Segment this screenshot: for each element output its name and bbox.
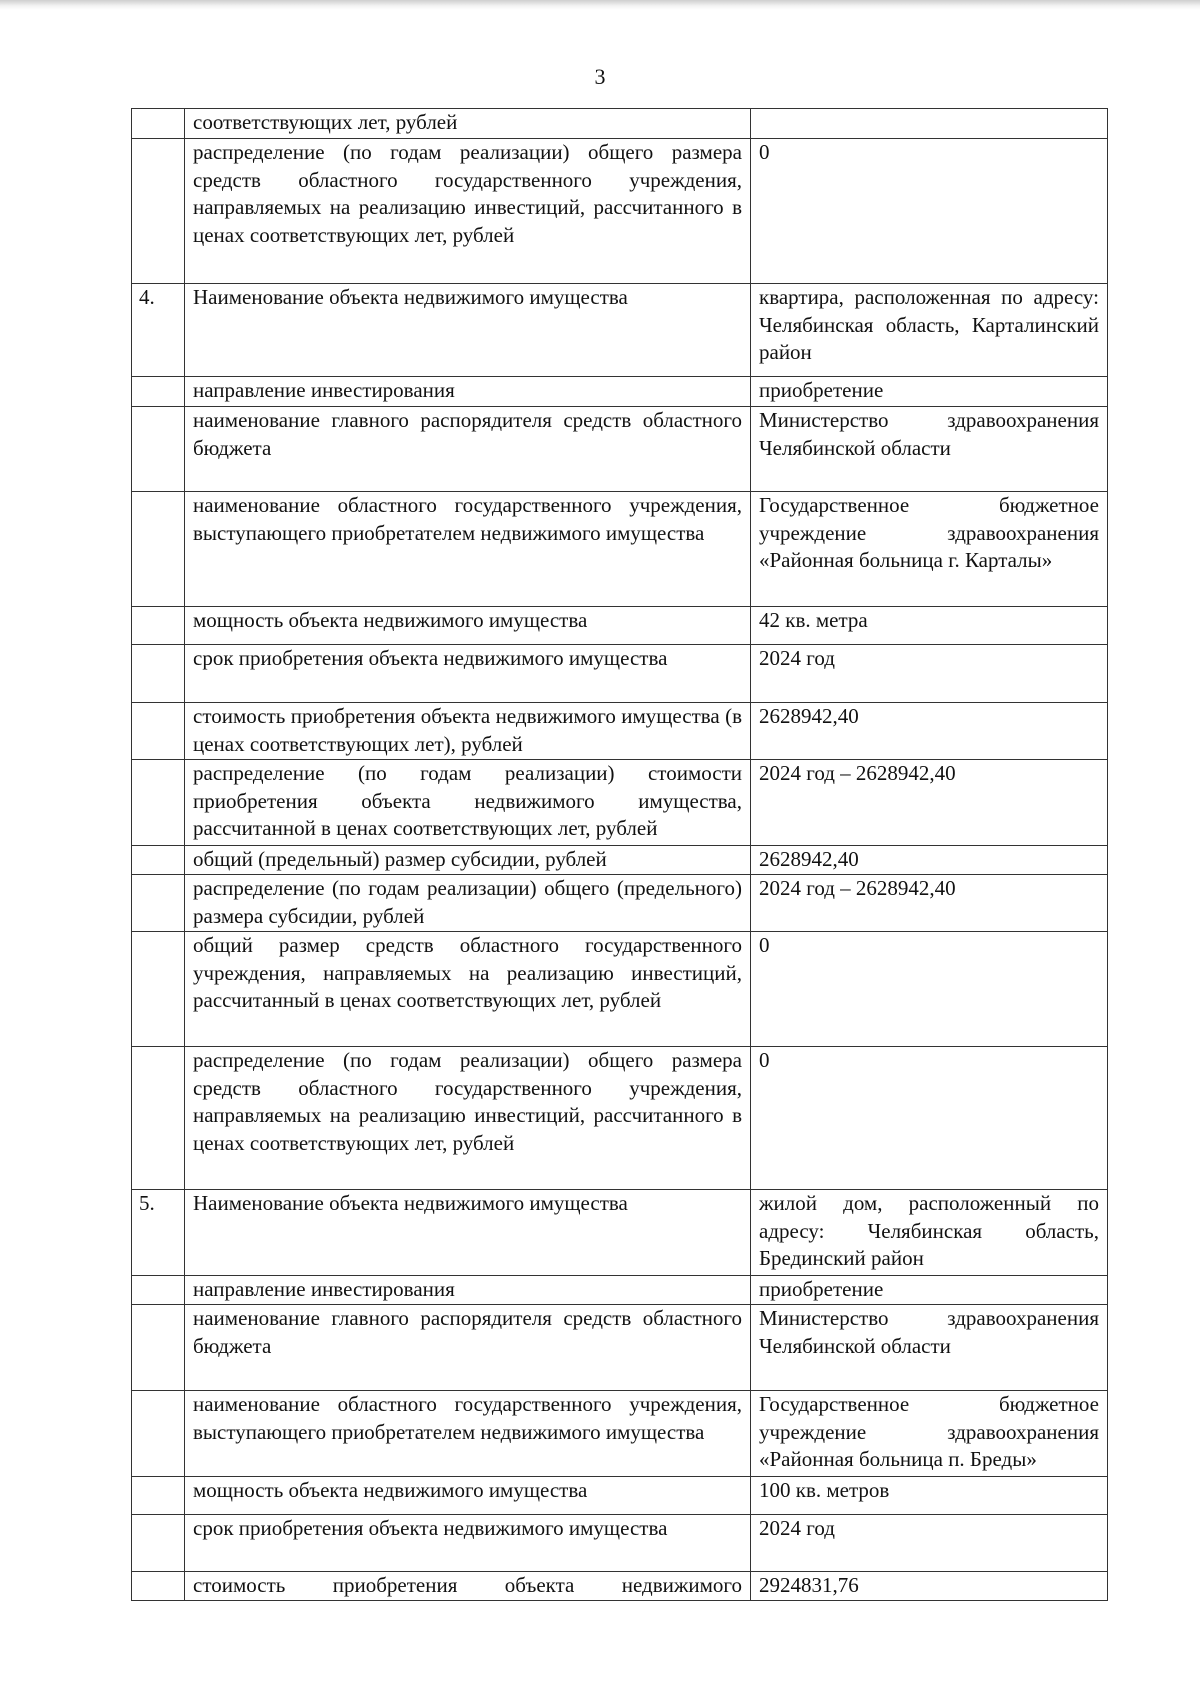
row-number <box>132 1305 185 1391</box>
row-number <box>132 492 185 607</box>
value-cell: квартира, расположенная по адресу: Челябинская область, Карталинский район <box>751 284 1108 377</box>
row-number <box>132 846 185 875</box>
row-number <box>132 932 185 1047</box>
table-row <box>132 1515 1108 1572</box>
value-cell: приобретение <box>751 377 1108 407</box>
row-number <box>132 875 185 932</box>
scan-edge <box>0 0 1200 10</box>
table-row <box>132 932 1108 1047</box>
table-row <box>132 875 1108 932</box>
value-cell: Государственное бюджетное учреждение здравоохранения «Районная больница г. Карталы» <box>751 492 1108 607</box>
row-number <box>132 139 185 284</box>
value-cell: Государственное бюджетное учреждение здравоохранения «Районная больница п. Бреды» <box>751 1391 1108 1477</box>
parameter-cell: общий размер средств областного государственного учреждения, направляемых на реализацию инвестиций, рассчитанный в ценах соответствующих лет, рублей <box>185 932 751 1047</box>
value-cell: приобретение <box>751 1276 1108 1305</box>
table-row <box>132 377 1108 407</box>
value-cell: 2628942,40 <box>751 846 1108 875</box>
row-number: 5. <box>132 1190 185 1276</box>
page-number: 3 <box>594 64 606 89</box>
table-row <box>132 1190 1108 1276</box>
value-cell: 2024 год <box>751 1515 1108 1572</box>
table-row <box>132 760 1108 846</box>
value-cell: 0 <box>751 1047 1108 1190</box>
parameter-cell: срок приобретения объекта недвижимого имущества <box>185 1515 751 1572</box>
value-cell: Министерство здравоохранения Челябинской области <box>751 1305 1108 1391</box>
value-cell: 2024 год – 2628942,40 <box>751 875 1108 932</box>
parameter-cell: наименование главного распорядителя средств областного бюджета <box>185 407 751 492</box>
table-row <box>132 284 1108 377</box>
row-number <box>132 645 185 703</box>
row-number <box>132 1515 185 1572</box>
table-row <box>132 1477 1108 1515</box>
table-row <box>132 1276 1108 1305</box>
row-number: 4. <box>132 284 185 377</box>
table-row <box>132 1305 1108 1391</box>
parameter-cell: Наименование объекта недвижимого имущества <box>185 1190 751 1276</box>
parameter-cell: мощность объекта недвижимого имущества <box>185 607 751 645</box>
table-row <box>132 407 1108 492</box>
value-cell: 0 <box>751 139 1108 284</box>
table-row <box>132 846 1108 875</box>
row-number <box>132 377 185 407</box>
table-row <box>132 1391 1108 1477</box>
parameter-cell: соответствующих лет, рублей <box>185 109 751 139</box>
row-number <box>132 703 185 760</box>
table-row <box>132 109 1108 139</box>
row-number <box>132 1391 185 1477</box>
row-number <box>132 1047 185 1190</box>
value-cell: 2628942,40 <box>751 703 1108 760</box>
parameter-cell: стоимость приобретения объекта недвижимого имущества (в ценах соответствующих лет), рублей <box>185 703 751 760</box>
value-cell: 2024 год <box>751 645 1108 703</box>
row-number <box>132 1276 185 1305</box>
parameter-cell: направление инвестирования <box>185 1276 751 1305</box>
value-cell: Министерство здравоохранения Челябинской области <box>751 407 1108 492</box>
value-cell: 42 кв. метра <box>751 607 1108 645</box>
row-number <box>132 1572 185 1601</box>
parameter-cell: общий (предельный) размер субсидии, рублей <box>185 846 751 875</box>
row-number <box>132 760 185 846</box>
table-row <box>132 1572 1108 1601</box>
row-number <box>132 1477 185 1515</box>
parameter-cell: наименование областного государственного учреждения, выступающего приобретателем недвижимого имущества <box>185 492 751 607</box>
value-cell: 2024 год – 2628942,40 <box>751 760 1108 846</box>
table-row <box>132 492 1108 607</box>
parameter-cell: стоимость приобретения объекта недвижимого <box>185 1572 751 1601</box>
value-cell: 100 кв. метров <box>751 1477 1108 1515</box>
table-row <box>132 645 1108 703</box>
row-number <box>132 407 185 492</box>
parameter-cell: распределение (по годам реализации) общего размера средств областного государственного учреждения, направляемых на реализацию инвестиций, рассчитанного в ценах соответствующих лет, рублей <box>185 1047 751 1190</box>
value-cell: 2924831,76 <box>751 1572 1108 1601</box>
value-cell: 0 <box>751 932 1108 1047</box>
table-row <box>132 703 1108 760</box>
value-cell: жилой дом, расположенный по адресу: Челябинская область, Брединский район <box>751 1190 1108 1276</box>
parameter-cell: наименование областного государственного учреждения, выступающего приобретателем недвижимого имущества <box>185 1391 751 1477</box>
table-row <box>132 1047 1108 1190</box>
parameter-cell: распределение (по годам реализации) общего (предельного) размера субсидии, рублей <box>185 875 751 932</box>
table-row <box>132 139 1108 284</box>
table-row <box>132 607 1108 645</box>
row-number <box>132 109 185 139</box>
investment-table <box>131 108 1108 1601</box>
row-number <box>132 607 185 645</box>
value-cell <box>751 109 1108 139</box>
parameter-cell: срок приобретения объекта недвижимого имущества <box>185 645 751 703</box>
parameter-cell: наименование главного распорядителя средств областного бюджета <box>185 1305 751 1391</box>
parameter-cell: распределение (по годам реализации) стоимости приобретения объекта недвижимого имущества, рассчитанной в ценах соответствующих лет, рублей <box>185 760 751 846</box>
parameter-cell: Наименование объекта недвижимого имущества <box>185 284 751 377</box>
parameter-cell: распределение (по годам реализации) общего размера средств областного государственного учреждения, направляемых на реализацию инвестиций, рассчитанного в ценах соответствующих лет, рублей <box>185 139 751 284</box>
parameter-cell: мощность объекта недвижимого имущества <box>185 1477 751 1515</box>
parameter-cell: направление инвестирования <box>185 377 751 407</box>
